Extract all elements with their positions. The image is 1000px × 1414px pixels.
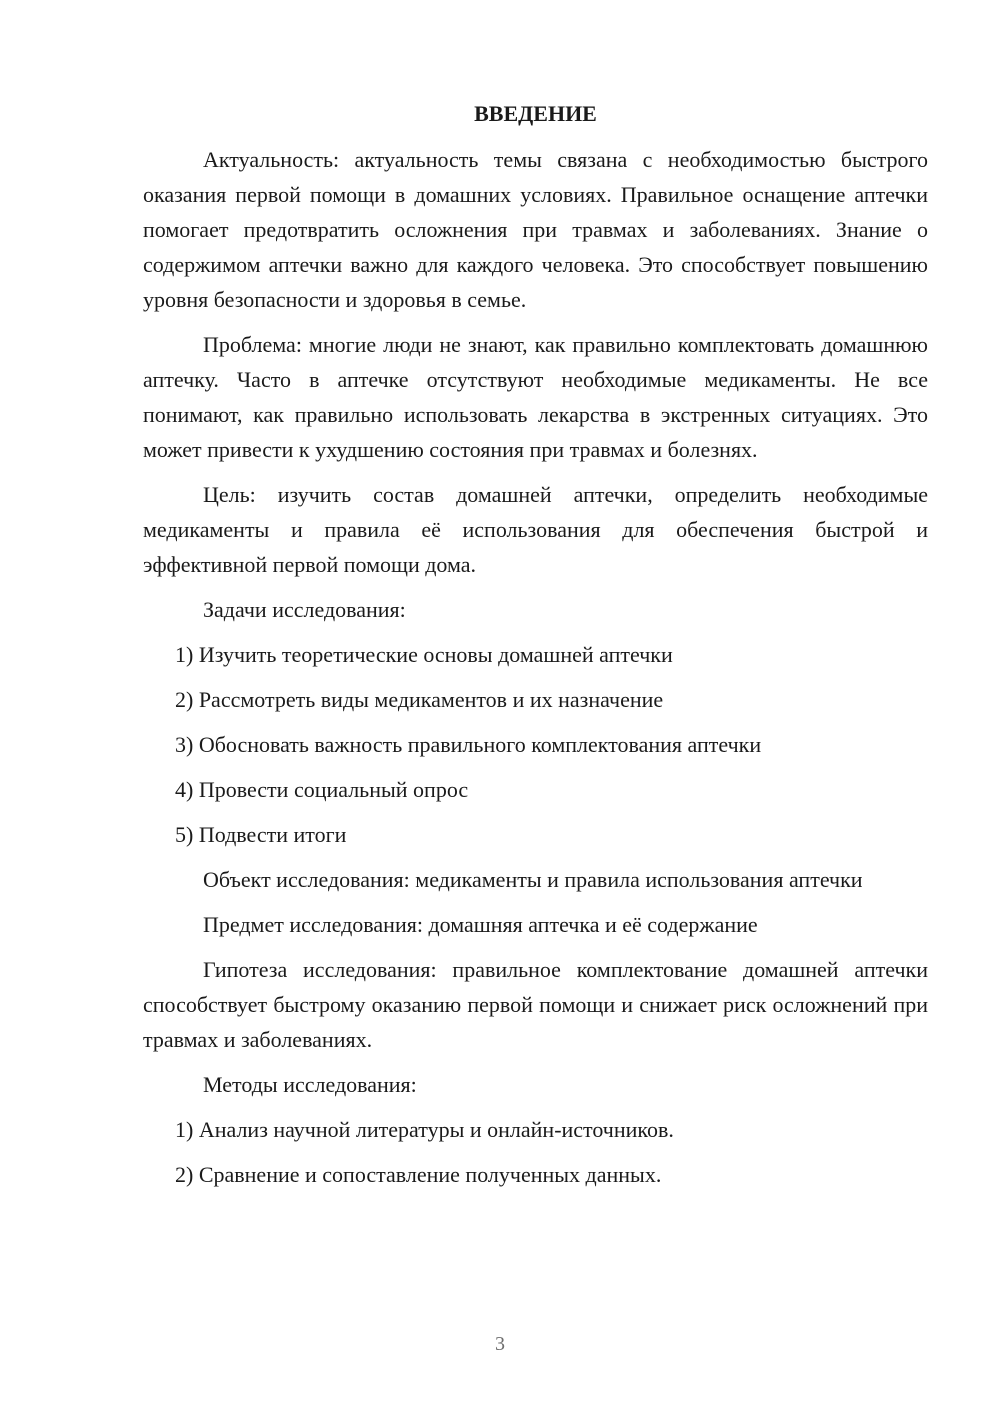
tasks-list bbox=[143, 637, 928, 852]
subject-paragraph: Предмет исследования: домашняя аптечка и её содержание bbox=[203, 912, 758, 937]
list-item: 1) Анализ научной литературы и онлайн-источников. bbox=[175, 1117, 674, 1142]
page-title: ВВЕДЕНИЕ bbox=[474, 101, 597, 126]
tasks-label: Задачи исследования: bbox=[203, 597, 406, 622]
relevance-paragraph: Актуальность: актуальность темы связана с необходимостью быстрого оказания первой помощи в домашних условиях. Правильное оснащение аптечки помогает предотвратить осложнения при травмах и заболеваниях. Знание о содержимом аптечки важно для каждого человека. Это способствует повышению уровня безопасности и здоровья в семье. bbox=[143, 147, 928, 312]
list-item: 4) Провести социальный опрос bbox=[175, 777, 469, 802]
methods-label: Методы исследования: bbox=[203, 1072, 417, 1097]
object-paragraph: Объект исследования: медикаменты и правила использования аптечки bbox=[203, 867, 863, 892]
list-item: 3) Обосновать важность правильного комплектования аптечки bbox=[175, 732, 762, 757]
goal-paragraph: Цель: изучить состав домашней аптечки, определить необходимые медикаменты и правила её использования для обеспечения быстрой и эффективной первой помощи дома. bbox=[143, 482, 928, 577]
document-page bbox=[143, 96, 928, 1202]
page-number: 3 bbox=[495, 1333, 505, 1355]
list-item: 2) Сравнение и сопоставление полученных данных. bbox=[175, 1162, 662, 1187]
methods-list bbox=[143, 1112, 928, 1192]
problem-paragraph: Проблема: многие люди не знают, как правильно комплектовать домашнюю аптечку. Часто в аптечке отсутствуют необходимые медикаменты. Не все понимают, как правильно использовать лекарства в экстренных ситуациях. Это может привести к ухудшению состояния при травмах и болезнях. bbox=[143, 332, 928, 462]
list-item: 5) Подвести итоги bbox=[175, 822, 347, 847]
list-item: 1) Изучить теоретические основы домашней аптечки bbox=[175, 642, 673, 667]
list-item: 2) Рассмотреть виды медикаментов и их назначение bbox=[175, 687, 664, 712]
hypothesis-paragraph: Гипотеза исследования: правильное комплектование домашней аптечки способствует быстрому оказанию первой помощи и снижает риск осложнений при травмах и заболеваниях. bbox=[143, 957, 928, 1052]
